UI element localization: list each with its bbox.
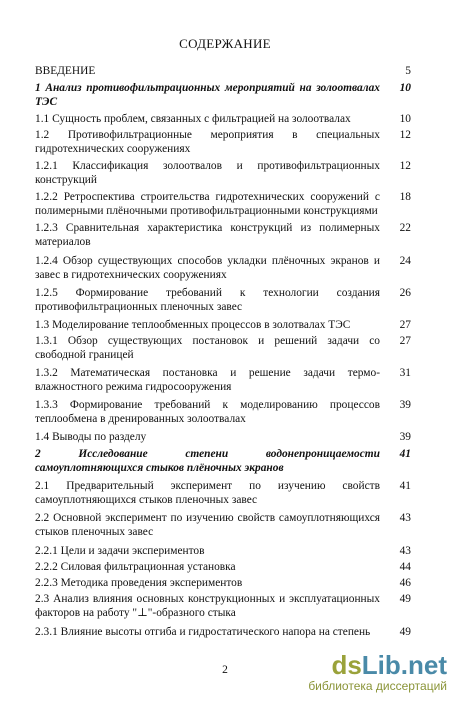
toc-entry-page: 43 [399,545,411,557]
toc-entry-page: 39 [399,431,411,443]
toc-entry [35,190,411,218]
toc-entry-page: 10 [399,82,411,94]
toc-entry-text: 2.2.3 Методика проведения экспериментов [35,577,243,589]
toc-entry-page: 10 [399,113,411,125]
toc-entry [35,159,411,187]
toc-entry-text: 2.2.1 Цели и задачи экспериментов [35,545,205,557]
toc-entry-text: 1.2.2 Ретроспектива строительства гидротехнических сооружений с полимерными плёночными противофильтрационными конструкциями [35,191,380,217]
toc-entry-page: 26 [399,287,411,299]
toc-entry-page: 27 [399,335,411,347]
toc-entry [35,479,411,507]
toc-entry-text: 1.2.5 Формирование требований к технологии создания противофильтрационных пленочных завес [35,287,380,313]
toc-entry-page: 49 [399,593,411,605]
toc-entry [35,81,411,109]
toc-entry-text: 2.3.1 Влияние высоты отгиба и гидростатического напора на степень [35,626,371,638]
toc-entry-page: 49 [399,626,411,638]
toc-entry-text: 2 Исследование степени водонепроницаемости самоуплотняющихся стыков плёночных экранов [35,448,380,474]
toc-entry-page: 41 [399,448,411,460]
toc-entry-page: 31 [399,367,411,379]
toc-entry-text: 1.4 Выводы по разделу [35,431,147,443]
toc-entry-text: 1.2.3 Сравнительная характеристика конструкций из полимерных материалов [35,222,380,248]
toc-entry-text: 1.3.2 Математическая постановка и решение задачи термо-влажностного режима гидросооружения [35,367,380,393]
toc-entry-page: 24 [399,255,411,267]
toc-entry-text: 1.3.1 Обзор существующих постановок и решений задачи со свободной границей [35,335,380,361]
toc-entry-page: 12 [399,160,411,172]
toc-entry-text: 2.2.2 Силовая фильтрационная установка [35,561,236,573]
toc-entry-text: 1.1 Сущность проблем, связанных с фильтрацией на золоотвалах [35,113,351,125]
watermark-logo-right: Lib.net [361,650,447,680]
toc-entry [35,592,411,620]
page-number: 2 [222,664,228,676]
toc-entry-text: 1 Анализ противофильтрационных мероприятий на золоотвалах ТЭС [35,82,380,108]
toc-entry [35,560,411,574]
toc-entry-page: 43 [399,512,411,524]
toc-entry-page: 27 [399,319,411,331]
toc-entry-page: 22 [399,222,411,234]
toc-entry [35,128,411,156]
toc-entry-text: 1.2.4 Обзор существующих способов укладки плёночных экранов и завес в гидротехнических сооружениях [35,255,380,281]
toc-entry [35,254,411,282]
watermark-subtitle: библиотека диссертаций [308,679,447,693]
toc-entry-page: 41 [399,480,411,492]
toc-entry-text: 1.3.3 Формирование требований к моделированию процессов теплообмена в дренированных золоотвалах [35,399,380,425]
toc-entry-page: 18 [399,191,411,203]
toc-entry-page: 12 [399,129,411,141]
toc-entry-page: 5 [405,65,411,77]
watermark-logo-left: ds [331,650,362,680]
toc-entry [35,398,411,426]
toc-entry-text: ВВЕДЕНИЕ [35,65,96,77]
toc-entry-text: 1.2.1 Классификация золоотвалов и противофильтрационных конструкций [35,160,380,186]
toc-entry [35,318,411,332]
toc-entry [35,286,411,314]
watermark-logo [282,651,447,679]
toc-entry-text: 1.2 Противофильтрационные мероприятия в специальных гидротехнических сооружениях [35,129,380,155]
toc-entry [35,430,411,444]
toc-entry [35,544,411,558]
toc-entry [35,334,411,362]
toc-entry-text: 2.1 Предварительный эксперимент по изучению свойств самоуплотняющихся стыков пленочных завес [35,480,380,506]
toc-entry [35,625,411,639]
toc-entry [35,447,411,475]
toc-entry [35,576,411,590]
toc-entry [35,366,411,394]
toc-entry-page: 44 [399,561,411,573]
toc-entry-page: 46 [399,577,411,589]
toc-entry-text: 2.2 Основной эксперимент по изучению свойств самоуплотняющихся стыков пленочных завес [35,512,380,538]
page-title: СОДЕРЖАНИЕ [179,36,271,51]
toc-entry [35,221,411,249]
toc-entry [35,64,411,78]
toc-entry [35,511,411,539]
toc-entry-page: 39 [399,399,411,411]
toc-entry-text: 2.3 Анализ влияния основных конструкционных и эксплуатационных факторов на работу "⊥"-образного стыка [35,593,380,619]
watermark [282,651,447,699]
toc-entry-text: 1.3 Моделирование теплообменных процессов в золотвалах ТЭС [35,319,351,331]
toc-entry [35,112,411,126]
